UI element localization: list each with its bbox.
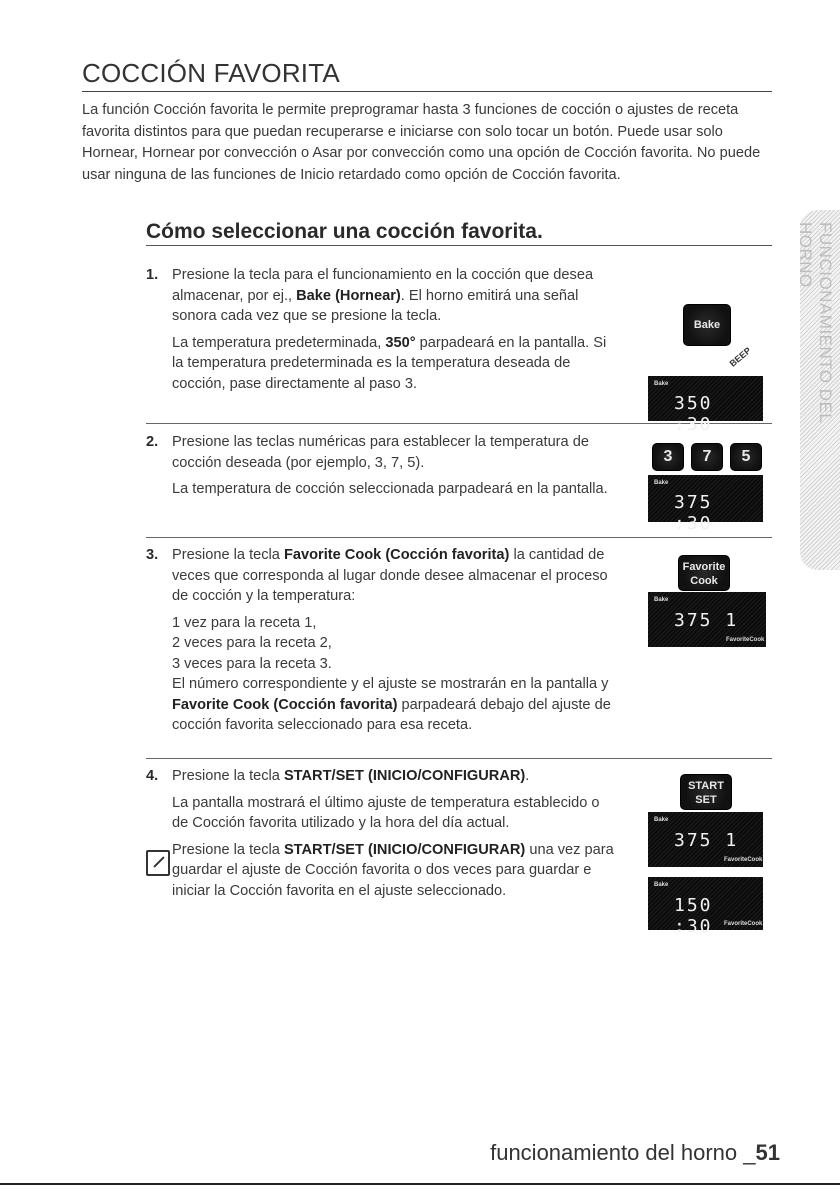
display-step-3: Bake 375 1 FavoriteCook <box>648 592 766 647</box>
side-tab-label: FUNCIONAMIENTO DEL HORNO <box>796 222 835 423</box>
page-title: COCCIÓN FAVORITA <box>82 58 340 88</box>
step-number: 2. <box>146 434 159 450</box>
step-3-text-2: El número correspondiente y el ajuste se mostrarán en la pantalla y Favorite Cook (Cocción favorita) parpadeará debajo del ajuste de cocción favorita seleccionado para esa receta. <box>172 676 611 733</box>
step-4-text-1: Presione la tecla START/SET (INICIO/CONFIGURAR). <box>172 768 530 784</box>
step-2-text-1: Presione las teclas numéricas para establecer la temperatura de cocción deseada (por ejemplo, 3, 7, 5). <box>172 434 589 471</box>
number-key-5: 5 <box>730 443 762 471</box>
step-number: 4. <box>146 768 159 784</box>
number-key-7: 7 <box>691 443 723 471</box>
section-title: Cómo seleccionar una cocción favorita. <box>146 220 543 243</box>
step-3-list-3: 3 veces para la receta 3. <box>172 655 332 672</box>
step-number: 3. <box>146 547 159 563</box>
step-3-list-2: 2 veces para la receta 2, <box>172 635 332 651</box>
bake-key: Bake <box>683 304 731 346</box>
intro-paragraph: La función Cocción favorita le permite preprogramar hasta 3 funciones de cocción o ajustes de receta favorita distintos para que puedan recuperarse e iniciarse con solo tocar un botón. Puede usar solo Hornear, Hornear por convección o Asar por convección como una opción de Cocción favorita. No puede usar ninguna de las funciones de Inicio retardado como opción de Cocción favorita. <box>82 102 761 183</box>
step-1 <box>146 265 616 400</box>
display-step-4: Bake 375 1 FavoriteCook <box>648 812 763 867</box>
display-step-1: Bake 350 :30 <box>648 376 763 421</box>
step-2-text-2: La temperatura de cocción seleccionada parpadeará en la pantalla. <box>172 481 608 497</box>
step-divider <box>146 758 772 759</box>
step-3-list-1: 1 vez para la receta 1, <box>172 614 317 631</box>
number-key-3: 3 <box>652 443 684 471</box>
step-1-text-2: La temperatura predeterminada, 350° parpadeará en la pantalla. Si la temperatura predeterminada es la temperatura deseada de cocción, pase directamente al paso 3. <box>172 334 607 392</box>
step-3-text-1: Presione la tecla Favorite Cook (Cocción favorita) la cantidad de veces que corresponda al lugar donde desee almacenar el proceso de cocción y la temperatura: <box>172 547 608 604</box>
step-number: 1. <box>146 267 159 283</box>
section-rule <box>146 245 772 246</box>
favorite-cook-key: Favorite Cook <box>678 555 730 591</box>
page-footer: funcionamiento del horno _51 <box>490 1140 780 1165</box>
display-step-2: Bake 375 :30 <box>648 475 763 522</box>
step-4-text-2: La pantalla mostrará el último ajuste de temperatura establecido o de Cocción favorita utilizado y la hora del día actual. <box>172 794 600 831</box>
step-4-note: Presione la tecla START/SET (INICIO/CONFIGURAR) una vez para guardar el ajuste de Cocción favorita o dos veces para guardar e iniciar la Cocción favorita en el ajuste seleccionado. <box>172 841 614 899</box>
start-set-key: START SET <box>680 774 732 810</box>
title-rule <box>82 91 772 92</box>
step-divider <box>146 537 772 538</box>
beep-label: BEEP <box>727 345 753 369</box>
step-4 <box>146 766 616 907</box>
bottom-rule <box>0 1183 840 1185</box>
display-step-5: Bake 150 :30 FavoriteCook <box>648 877 763 930</box>
note-icon <box>146 850 170 876</box>
step-3 <box>146 545 616 736</box>
step-1-text-1: Presione la tecla para el funcionamiento en la cocción que desea almacenar, por ej., Bake (Hornear). El horno emitirá una señal sonora cada vez que se presione la tecla. <box>172 267 594 324</box>
step-2 <box>146 432 616 506</box>
